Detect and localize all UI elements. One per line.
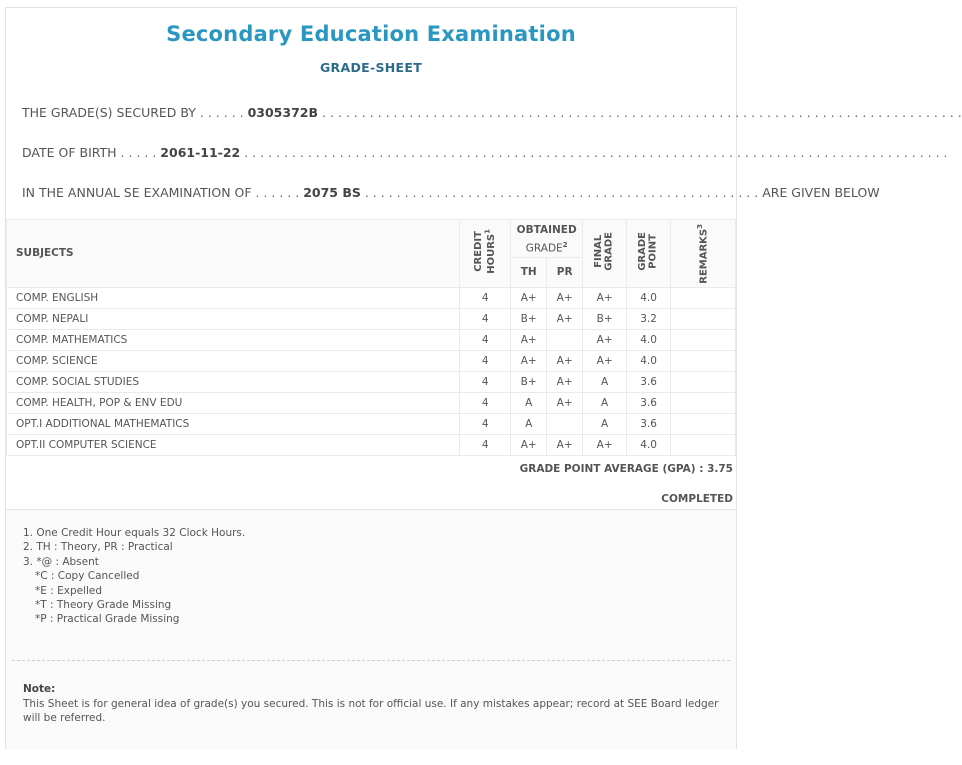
dashed-divider xyxy=(12,660,730,661)
date-of-birth: 2061-11-22 xyxy=(160,145,241,160)
exam-year: 2075 BS xyxy=(303,185,361,200)
grade-point-cell: 4.0 xyxy=(627,434,671,455)
credit-cell: 4 xyxy=(460,371,511,392)
header-remarks-sup: 3 xyxy=(695,224,704,229)
header-remarks xyxy=(671,220,736,288)
note-item: *E : Expelled xyxy=(35,584,103,597)
pr-grade-cell xyxy=(547,329,583,350)
info-symbol-trail-dots: . . . . . . . . . . . . . . . . . . . . . . . . . . . . . . . . . . . . . . . . . . . . . . . . . . . . . . . . . . . . . . . . . . . . . . . . . . . . . . . . . xyxy=(318,105,962,120)
gpa-value: 3.75 xyxy=(707,463,733,475)
info-exam-suffix: ARE GIVEN BELOW xyxy=(762,185,880,200)
subject-cell: COMP. SOCIAL STUDIES xyxy=(7,371,460,392)
remarks-cell xyxy=(671,287,736,308)
subject-cell: OPT.II COMPUTER SCIENCE xyxy=(7,434,460,455)
info-dob-trail-dots: . . . . . . . . . . . . . . . . . . . . . . . . . . . . . . . . . . . . . . . . . . . . . . . . . . . . . . . . . . . . . . . . . . . . . . . . . . . . . . . . . . . . . . . . . xyxy=(240,145,948,160)
table-row xyxy=(7,413,736,434)
header-pr: PR xyxy=(547,258,583,288)
table-row xyxy=(7,308,736,329)
grade-point-cell: 3.6 xyxy=(627,392,671,413)
info-symbol-label: THE GRADE(S) SECURED BY xyxy=(22,105,196,120)
header-grade-point xyxy=(627,220,671,288)
grades-table xyxy=(6,219,736,456)
pr-grade-cell: A+ xyxy=(547,434,583,455)
header-grade-sup: 2 xyxy=(562,241,568,250)
pr-grade-cell: A+ xyxy=(547,287,583,308)
info-exam-trail-dots: . . . . . . . . . . . . . . . . . . . . . . . . . . . . . . . . . . . . . . . . . . . . . . . . . . xyxy=(360,185,763,200)
notes-section xyxy=(6,510,736,750)
final-grade-cell: B+ xyxy=(583,308,627,329)
header-obtained-grade xyxy=(511,220,583,258)
pr-grade-cell: A+ xyxy=(547,392,583,413)
subject-cell: COMP. HEALTH, POP & ENV EDU xyxy=(7,392,460,413)
header-credit-word: CREDIT xyxy=(472,231,484,273)
info-dob-line xyxy=(22,145,948,160)
final-grade-cell: A+ xyxy=(583,350,627,371)
pr-grade-cell: A+ xyxy=(547,308,583,329)
th-grade-cell: B+ xyxy=(511,308,547,329)
grade-sheet xyxy=(5,7,962,749)
final-grade-cell: A xyxy=(583,371,627,392)
th-grade-cell: A+ xyxy=(511,350,547,371)
th-grade-cell: A xyxy=(511,392,547,413)
subject-cell: COMP. ENGLISH xyxy=(7,287,460,308)
grade-point-cell: 3.6 xyxy=(627,413,671,434)
subject-cell: COMP. NEPALI xyxy=(7,308,460,329)
credit-cell: 4 xyxy=(460,350,511,371)
th-grade-cell: B+ xyxy=(511,371,547,392)
grade-point-cell: 3.6 xyxy=(627,371,671,392)
gpa-summary xyxy=(520,463,733,475)
subject-cell: COMP. MATHEMATICS xyxy=(7,329,460,350)
subject-cell: OPT.I ADDITIONAL MATHEMATICS xyxy=(7,413,460,434)
header-remarks-word: REMARKS xyxy=(697,228,709,284)
symbol-number: 0305372B xyxy=(247,105,319,120)
table-row xyxy=(7,329,736,350)
info-exam-lead-dots: . . . . . . xyxy=(251,185,304,200)
disclaimer xyxy=(23,682,726,726)
final-grade-cell: A xyxy=(583,413,627,434)
page-title: Secondary Education Examination xyxy=(166,22,576,46)
credit-cell: 4 xyxy=(460,434,511,455)
subject-cell: COMP. SCIENCE xyxy=(7,350,460,371)
remarks-cell xyxy=(671,434,736,455)
header-gp-grade-word: GRADE xyxy=(637,232,649,272)
info-symbol-lead-dots: . . . . . . xyxy=(195,105,248,120)
info-exam-line xyxy=(22,185,880,200)
grade-point-cell: 3.2 xyxy=(627,308,671,329)
note-item: *T : Theory Grade Missing xyxy=(35,599,172,612)
header-final-grade xyxy=(583,220,627,288)
table-row xyxy=(7,371,736,392)
disclaimer-label: Note: xyxy=(23,683,56,695)
credit-cell: 4 xyxy=(460,329,511,350)
grade-point-cell: 4.0 xyxy=(627,350,671,371)
header-hours-word: HOURS xyxy=(485,234,497,275)
disclaimer-text: This Sheet is for general idea of grade(s) you secured. This is not for official use. If any mistakes appear; record at SEE Board ledger will be referred. xyxy=(23,697,719,724)
info-dob-lead-dots: . . . . . xyxy=(116,145,161,160)
table-row xyxy=(7,434,736,455)
grade-point-cell: 4.0 xyxy=(627,287,671,308)
final-grade-cell: A+ xyxy=(583,434,627,455)
header-th: TH xyxy=(511,258,547,288)
remarks-cell xyxy=(671,329,736,350)
remarks-cell xyxy=(671,371,736,392)
pr-grade-cell xyxy=(547,413,583,434)
credit-cell: 4 xyxy=(460,287,511,308)
note-item: 1. One Credit Hour equals 32 Clock Hours. xyxy=(23,527,246,539)
credit-cell: 4 xyxy=(460,308,511,329)
th-grade-cell: A+ xyxy=(511,329,547,350)
gpa-label: GRADE POINT AVERAGE (GPA) : xyxy=(519,463,708,475)
page-subtitle: GRADE-SHEET xyxy=(319,60,423,75)
table-row xyxy=(7,350,736,371)
info-symbol-line xyxy=(22,105,962,120)
header-final-word: FINAL xyxy=(593,235,605,269)
info-exam-label: IN THE ANNUAL SE EXAMINATION OF xyxy=(22,185,252,200)
header-hours-sup: 1 xyxy=(483,229,492,235)
remarks-cell xyxy=(671,350,736,371)
status-badge: COMPLETED xyxy=(661,493,733,505)
note-item: 3. *@ : Absent xyxy=(23,555,99,568)
header-obtained-word: OBTAINED xyxy=(516,224,577,237)
header-final-grade-word: GRADE xyxy=(603,232,615,272)
note-item: 2. TH : Theory, PR : Practical xyxy=(23,541,173,554)
credit-cell: 4 xyxy=(460,413,511,434)
pr-grade-cell: A+ xyxy=(547,350,583,371)
th-grade-cell: A+ xyxy=(511,287,547,308)
table-row xyxy=(7,287,736,308)
th-grade-cell: A+ xyxy=(511,434,547,455)
remarks-cell xyxy=(671,413,736,434)
remarks-cell xyxy=(671,308,736,329)
header-subjects: SUBJECTS xyxy=(7,220,460,288)
final-grade-cell: A+ xyxy=(583,329,627,350)
notes-list xyxy=(23,526,245,627)
table-row xyxy=(7,392,736,413)
note-item: *P : Practical Grade Missing xyxy=(35,613,180,626)
th-grade-cell: A xyxy=(511,413,547,434)
final-grade-cell: A xyxy=(583,392,627,413)
final-grade-cell: A+ xyxy=(583,287,627,308)
grade-point-cell: 4.0 xyxy=(627,329,671,350)
header-credit-hours xyxy=(460,220,511,288)
info-dob-label: DATE OF BIRTH xyxy=(22,145,117,160)
credit-cell: 4 xyxy=(460,392,511,413)
header-point-word: POINT xyxy=(647,234,659,270)
remarks-cell xyxy=(671,392,736,413)
pr-grade-cell: A+ xyxy=(547,371,583,392)
note-item: *C : Copy Cancelled xyxy=(35,570,140,583)
header-grade-word: GRADE xyxy=(525,242,563,255)
